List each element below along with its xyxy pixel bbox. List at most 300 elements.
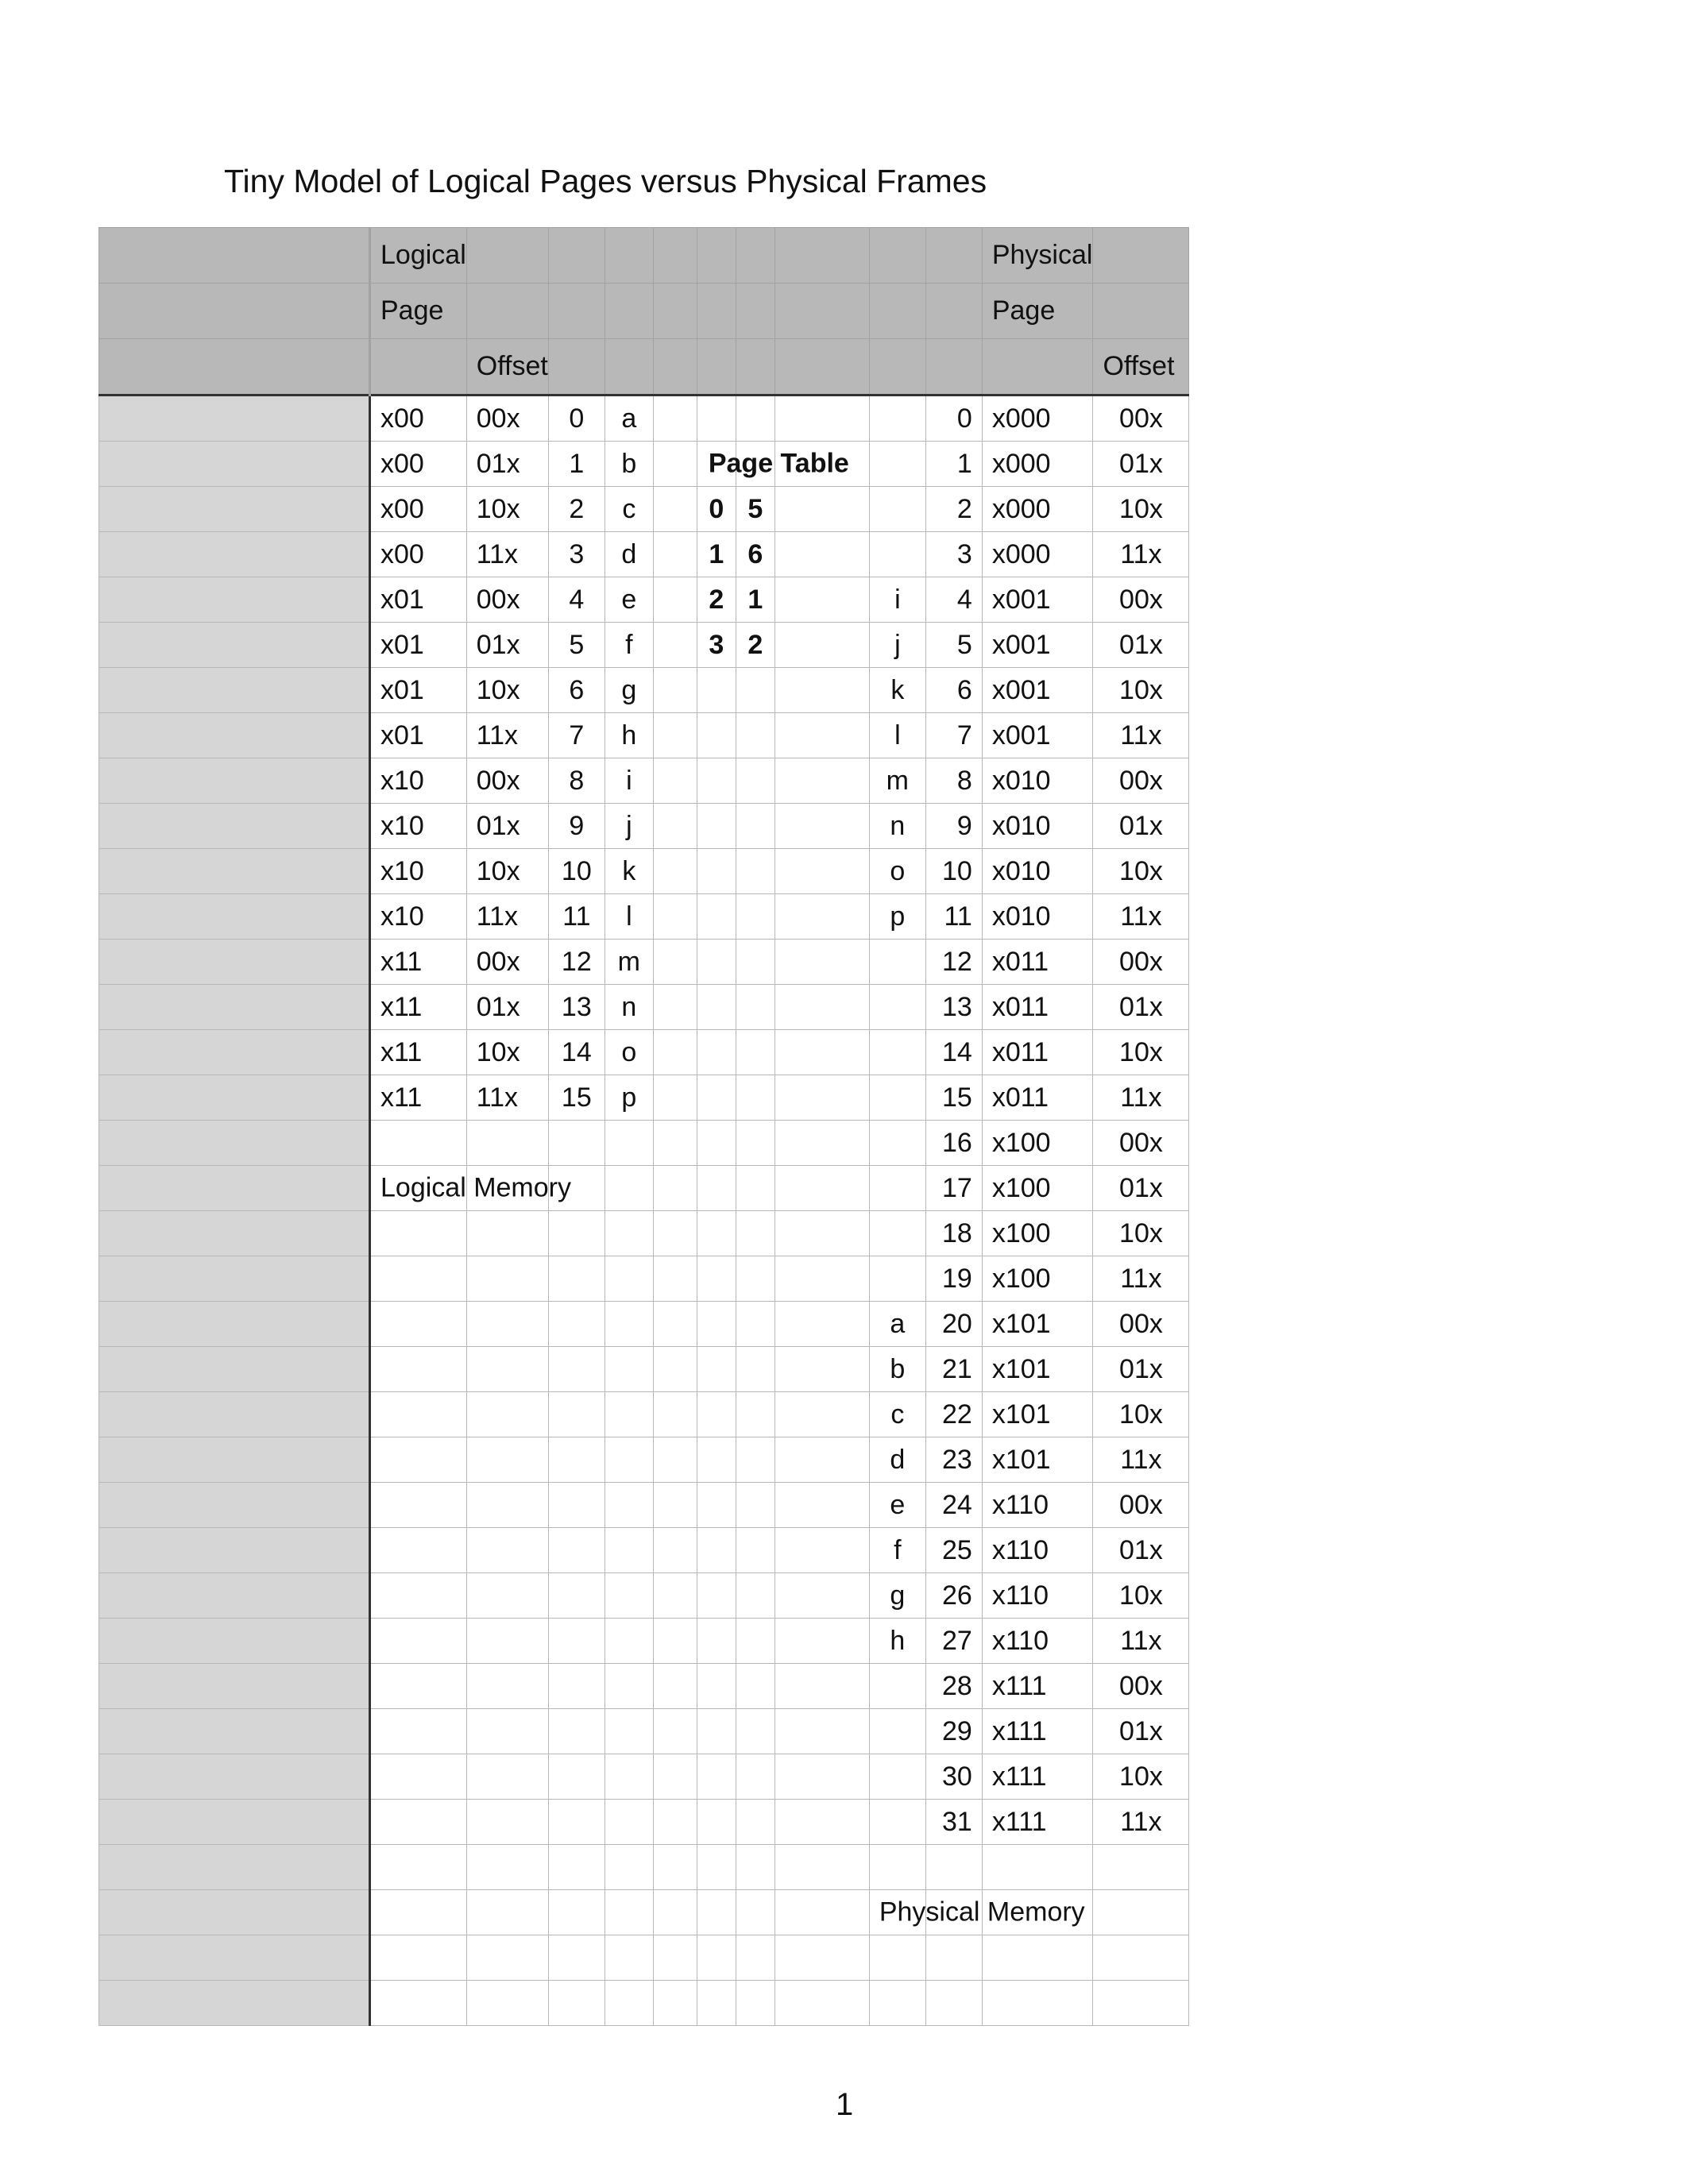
physical-offset-cell[interactable]: 11x xyxy=(1093,1800,1189,1845)
cell[interactable] xyxy=(370,1619,467,1664)
cell[interactable] xyxy=(736,228,774,284)
cell[interactable] xyxy=(99,339,370,396)
cell[interactable] xyxy=(697,1800,736,1845)
physical-offset-cell[interactable]: 01x xyxy=(1093,442,1189,487)
cell[interactable] xyxy=(466,1528,548,1573)
logical-address-cell[interactable]: 10 xyxy=(548,849,605,894)
cell[interactable] xyxy=(736,713,774,758)
physical-address-cell[interactable]: 31 xyxy=(925,1800,982,1845)
header-cell[interactable]: Page xyxy=(982,284,1093,339)
logical-page-cell[interactable]: x00 xyxy=(370,532,467,577)
cell[interactable] xyxy=(736,668,774,713)
cell[interactable] xyxy=(99,284,370,339)
physical-offset-cell[interactable]: 00x xyxy=(1093,940,1189,985)
physical-address-cell[interactable]: 13 xyxy=(925,985,982,1030)
physical-frame-cell[interactable]: x110 xyxy=(982,1619,1093,1664)
row-header[interactable] xyxy=(99,396,370,442)
physical-offset-cell[interactable]: 01x xyxy=(1093,1709,1189,1754)
cell[interactable] xyxy=(605,1483,653,1528)
cell[interactable] xyxy=(370,1121,467,1166)
row-header[interactable] xyxy=(99,1392,370,1437)
physical-frame-cell[interactable]: x110 xyxy=(982,1573,1093,1619)
cell[interactable] xyxy=(466,1800,548,1845)
cell[interactable] xyxy=(605,228,653,284)
physical-address-cell[interactable]: 21 xyxy=(925,1347,982,1392)
cell[interactable] xyxy=(697,1030,736,1075)
row-header[interactable] xyxy=(99,1347,370,1392)
physical-frame-cell[interactable]: x110 xyxy=(982,1483,1093,1528)
logical-data-cell[interactable]: a xyxy=(605,396,653,442)
cell[interactable] xyxy=(466,1121,548,1166)
page-table-frame[interactable]: 1 xyxy=(736,577,774,623)
physical-data-cell[interactable]: b xyxy=(869,1347,925,1392)
cell[interactable] xyxy=(653,1800,697,1845)
physical-frame-cell[interactable]: x111 xyxy=(982,1709,1093,1754)
cell[interactable] xyxy=(466,1302,548,1347)
cell[interactable] xyxy=(370,1437,467,1483)
cell[interactable] xyxy=(697,1302,736,1347)
physical-offset-cell[interactable]: 11x xyxy=(1093,1437,1189,1483)
cell[interactable] xyxy=(774,849,869,894)
cell[interactable] xyxy=(370,1256,467,1302)
row-header[interactable] xyxy=(99,1845,370,1890)
cell[interactable] xyxy=(466,1754,548,1800)
cell[interactable] xyxy=(697,1890,736,1935)
cell[interactable] xyxy=(736,1075,774,1121)
cell[interactable] xyxy=(653,894,697,940)
cell[interactable] xyxy=(548,1392,605,1437)
cell[interactable] xyxy=(605,1347,653,1392)
physical-offset-cell[interactable]: 10x xyxy=(1093,668,1189,713)
logical-address-cell[interactable]: 3 xyxy=(548,532,605,577)
row-header[interactable] xyxy=(99,487,370,532)
row-header[interactable] xyxy=(99,668,370,713)
cell[interactable] xyxy=(370,1528,467,1573)
cell[interactable] xyxy=(774,532,869,577)
physical-address-cell[interactable]: 24 xyxy=(925,1483,982,1528)
logical-data-cell[interactable]: n xyxy=(605,985,653,1030)
physical-address-cell[interactable]: 1 xyxy=(925,442,982,487)
physical-address-cell[interactable]: 23 xyxy=(925,1437,982,1483)
cell[interactable] xyxy=(869,284,925,339)
physical-frame-cell[interactable]: x001 xyxy=(982,713,1093,758)
physical-address-cell[interactable]: 6 xyxy=(925,668,982,713)
cell[interactable] xyxy=(697,804,736,849)
cell[interactable] xyxy=(697,1211,736,1256)
logical-offset-cell[interactable]: 11x xyxy=(466,1075,548,1121)
logical-offset-cell[interactable]: 00x xyxy=(466,758,548,804)
cell[interactable] xyxy=(697,1935,736,1981)
physical-offset-cell[interactable]: 01x xyxy=(1093,1166,1189,1211)
cell[interactable] xyxy=(605,1845,653,1890)
physical-offset-cell[interactable]: 00x xyxy=(1093,1483,1189,1528)
cell[interactable] xyxy=(736,1981,774,2026)
cell[interactable] xyxy=(370,1573,467,1619)
cell[interactable] xyxy=(697,284,736,339)
logical-data-cell[interactable]: d xyxy=(605,532,653,577)
cell[interactable] xyxy=(548,339,605,396)
cell[interactable] xyxy=(925,228,982,284)
cell[interactable] xyxy=(697,396,736,442)
logical-data-cell[interactable]: f xyxy=(605,623,653,668)
cell[interactable] xyxy=(605,284,653,339)
physical-offset-cell[interactable]: 01x xyxy=(1093,804,1189,849)
row-header[interactable] xyxy=(99,758,370,804)
cell[interactable] xyxy=(653,1890,697,1935)
cell[interactable] xyxy=(736,396,774,442)
logical-data-cell[interactable]: m xyxy=(605,940,653,985)
physical-data-cell[interactable]: d xyxy=(869,1437,925,1483)
cell[interactable] xyxy=(736,940,774,985)
cell[interactable] xyxy=(736,758,774,804)
physical-data-cell[interactable] xyxy=(869,532,925,577)
cell[interactable] xyxy=(774,1664,869,1709)
physical-data-cell[interactable]: e xyxy=(869,1483,925,1528)
physical-data-cell[interactable] xyxy=(869,1030,925,1075)
cell[interactable] xyxy=(653,1483,697,1528)
logical-address-cell[interactable]: 6 xyxy=(548,668,605,713)
logical-offset-cell[interactable]: 11x xyxy=(466,894,548,940)
cell[interactable] xyxy=(653,804,697,849)
cell[interactable] xyxy=(653,1845,697,1890)
cell[interactable] xyxy=(736,804,774,849)
logical-offset-cell[interactable]: 10x xyxy=(466,668,548,713)
cell[interactable] xyxy=(99,228,370,284)
cell[interactable] xyxy=(605,1890,653,1935)
row-header[interactable] xyxy=(99,1256,370,1302)
physical-address-cell[interactable]: 10 xyxy=(925,849,982,894)
physical-address-cell[interactable]: 20 xyxy=(925,1302,982,1347)
cell[interactable] xyxy=(774,623,869,668)
cell[interactable] xyxy=(466,1981,548,2026)
cell[interactable] xyxy=(370,1800,467,1845)
cell[interactable] xyxy=(548,1256,605,1302)
cell[interactable] xyxy=(653,1166,697,1211)
cell[interactable] xyxy=(736,1166,774,1211)
cell[interactable] xyxy=(697,1709,736,1754)
row-header[interactable] xyxy=(99,1890,370,1935)
cell[interactable] xyxy=(925,1935,982,1981)
logical-data-cell[interactable]: e xyxy=(605,577,653,623)
physical-offset-cell[interactable]: 10x xyxy=(1093,1030,1189,1075)
cell[interactable] xyxy=(697,1619,736,1664)
cell[interactable] xyxy=(548,1981,605,2026)
cell[interactable] xyxy=(466,1845,548,1890)
cell[interactable] xyxy=(653,940,697,985)
logical-page-cell[interactable]: x10 xyxy=(370,894,467,940)
cell[interactable] xyxy=(697,1573,736,1619)
cell[interactable] xyxy=(653,1256,697,1302)
cell[interactable] xyxy=(736,1256,774,1302)
row-header[interactable] xyxy=(99,623,370,668)
cell[interactable] xyxy=(697,713,736,758)
cell[interactable] xyxy=(605,339,653,396)
logical-data-cell[interactable]: j xyxy=(605,804,653,849)
cell[interactable] xyxy=(548,1619,605,1664)
cell[interactable] xyxy=(466,284,548,339)
cell[interactable] xyxy=(774,1211,869,1256)
physical-address-cell[interactable]: 5 xyxy=(925,623,982,668)
cell[interactable] xyxy=(697,1528,736,1573)
cell[interactable] xyxy=(605,1121,653,1166)
cell[interactable] xyxy=(653,532,697,577)
physical-data-cell[interactable] xyxy=(869,1800,925,1845)
physical-data-cell[interactable] xyxy=(869,1754,925,1800)
cell[interactable] xyxy=(653,1437,697,1483)
cell[interactable] xyxy=(736,1935,774,1981)
physical-address-cell[interactable]: 11 xyxy=(925,894,982,940)
cell[interactable] xyxy=(697,1392,736,1437)
logical-offset-cell[interactable]: 00x xyxy=(466,396,548,442)
physical-data-cell[interactable]: n xyxy=(869,804,925,849)
cell[interactable] xyxy=(653,284,697,339)
cell[interactable] xyxy=(548,1800,605,1845)
physical-frame-cell[interactable]: x101 xyxy=(982,1437,1093,1483)
logical-offset-cell[interactable]: 00x xyxy=(466,940,548,985)
row-header[interactable] xyxy=(99,1211,370,1256)
cell[interactable] xyxy=(548,1845,605,1890)
cell[interactable] xyxy=(697,849,736,894)
row-header[interactable] xyxy=(99,1619,370,1664)
cell[interactable] xyxy=(605,1981,653,2026)
cell[interactable] xyxy=(548,1754,605,1800)
physical-frame-cell[interactable]: x010 xyxy=(982,804,1093,849)
row-header[interactable] xyxy=(99,1437,370,1483)
logical-address-cell[interactable]: 5 xyxy=(548,623,605,668)
cell[interactable] xyxy=(653,758,697,804)
physical-offset-cell[interactable]: 00x xyxy=(1093,577,1189,623)
logical-address-cell[interactable]: 9 xyxy=(548,804,605,849)
physical-offset-cell[interactable]: 11x xyxy=(1093,1256,1189,1302)
cell[interactable] xyxy=(982,1935,1093,1981)
physical-frame-cell[interactable]: x101 xyxy=(982,1392,1093,1437)
cell[interactable] xyxy=(605,1619,653,1664)
cell[interactable] xyxy=(736,1528,774,1573)
cell[interactable] xyxy=(774,1392,869,1437)
physical-data-cell[interactable] xyxy=(869,442,925,487)
logical-address-cell[interactable]: 7 xyxy=(548,713,605,758)
cell[interactable] xyxy=(774,940,869,985)
physical-frame-cell[interactable]: x011 xyxy=(982,1075,1093,1121)
physical-address-cell[interactable]: 16 xyxy=(925,1121,982,1166)
row-header[interactable] xyxy=(99,1075,370,1121)
cell[interactable] xyxy=(653,1121,697,1166)
row-header[interactable] xyxy=(99,1030,370,1075)
cell[interactable] xyxy=(697,668,736,713)
cell[interactable] xyxy=(466,1211,548,1256)
physical-address-cell[interactable]: 14 xyxy=(925,1030,982,1075)
cell[interactable] xyxy=(1093,284,1189,339)
logical-page-cell[interactable]: x00 xyxy=(370,442,467,487)
physical-frame-cell[interactable]: x000 xyxy=(982,442,1093,487)
cell[interactable] xyxy=(466,1619,548,1664)
cell[interactable] xyxy=(548,1347,605,1392)
logical-data-cell[interactable]: l xyxy=(605,894,653,940)
cell[interactable] xyxy=(774,1256,869,1302)
cell[interactable] xyxy=(653,1075,697,1121)
cell[interactable] xyxy=(869,1935,925,1981)
logical-address-cell[interactable]: 2 xyxy=(548,487,605,532)
cell[interactable] xyxy=(697,1754,736,1800)
cell[interactable] xyxy=(653,985,697,1030)
logical-address-cell[interactable]: 13 xyxy=(548,985,605,1030)
header-cell[interactable]: Logical xyxy=(370,228,467,284)
physical-frame-cell[interactable]: x011 xyxy=(982,1030,1093,1075)
cell[interactable] xyxy=(370,1392,467,1437)
cell[interactable] xyxy=(653,442,697,487)
cell[interactable] xyxy=(605,1709,653,1754)
cell[interactable] xyxy=(736,1573,774,1619)
cell[interactable] xyxy=(736,849,774,894)
cell[interactable] xyxy=(653,1302,697,1347)
physical-offset-cell[interactable]: 00x xyxy=(1093,758,1189,804)
cell[interactable] xyxy=(736,1392,774,1437)
cell[interactable] xyxy=(774,396,869,442)
logical-offset-cell[interactable]: 10x xyxy=(466,487,548,532)
cell[interactable] xyxy=(370,1845,467,1890)
cell[interactable] xyxy=(869,228,925,284)
cell[interactable] xyxy=(736,894,774,940)
cell[interactable] xyxy=(774,1483,869,1528)
physical-offset-cell[interactable]: 00x xyxy=(1093,396,1189,442)
cell[interactable] xyxy=(697,894,736,940)
row-header[interactable] xyxy=(99,1166,370,1211)
cell[interactable] xyxy=(466,1709,548,1754)
cell[interactable] xyxy=(697,1121,736,1166)
page-table-frame[interactable]: 5 xyxy=(736,487,774,532)
physical-address-cell[interactable]: 19 xyxy=(925,1256,982,1302)
cell[interactable] xyxy=(774,894,869,940)
cell[interactable] xyxy=(774,1754,869,1800)
physical-address-cell[interactable]: 3 xyxy=(925,532,982,577)
cell[interactable] xyxy=(774,339,869,396)
physical-address-cell[interactable]: 8 xyxy=(925,758,982,804)
physical-data-cell[interactable]: m xyxy=(869,758,925,804)
cell[interactable] xyxy=(653,1528,697,1573)
row-header[interactable] xyxy=(99,1573,370,1619)
physical-data-cell[interactable] xyxy=(869,1166,925,1211)
cell[interactable] xyxy=(697,228,736,284)
cell[interactable] xyxy=(697,985,736,1030)
cell[interactable] xyxy=(1093,228,1189,284)
logical-data-cell[interactable]: i xyxy=(605,758,653,804)
physical-address-cell[interactable]: 2 xyxy=(925,487,982,532)
physical-data-cell[interactable]: c xyxy=(869,1392,925,1437)
cell[interactable] xyxy=(774,1981,869,2026)
logical-page-cell[interactable]: x10 xyxy=(370,758,467,804)
physical-offset-cell[interactable]: 10x xyxy=(1093,1211,1189,1256)
physical-data-cell[interactable] xyxy=(869,940,925,985)
logical-offset-cell[interactable]: 01x xyxy=(466,804,548,849)
cell[interactable] xyxy=(548,1437,605,1483)
physical-offset-cell[interactable]: 00x xyxy=(1093,1121,1189,1166)
row-header[interactable] xyxy=(99,1800,370,1845)
physical-offset-cell[interactable]: 10x xyxy=(1093,1573,1189,1619)
row-header[interactable] xyxy=(99,1981,370,2026)
cell[interactable] xyxy=(370,1981,467,2026)
cell[interactable] xyxy=(548,284,605,339)
cell[interactable] xyxy=(736,1121,774,1166)
cell[interactable] xyxy=(697,1437,736,1483)
row-header[interactable] xyxy=(99,532,370,577)
header-cell[interactable]: Offset xyxy=(1093,339,1189,396)
physical-offset-cell[interactable]: 10x xyxy=(1093,849,1189,894)
physical-offset-cell[interactable]: 01x xyxy=(1093,623,1189,668)
cell[interactable] xyxy=(605,1800,653,1845)
logical-page-cell[interactable]: x00 xyxy=(370,487,467,532)
physical-address-cell[interactable]: 25 xyxy=(925,1528,982,1573)
row-header[interactable] xyxy=(99,1754,370,1800)
cell[interactable] xyxy=(605,1437,653,1483)
cell[interactable] xyxy=(774,1437,869,1483)
cell[interactable] xyxy=(869,1845,925,1890)
cell[interactable] xyxy=(774,577,869,623)
cell[interactable] xyxy=(925,1981,982,2026)
cell[interactable] xyxy=(774,1075,869,1121)
physical-data-cell[interactable] xyxy=(869,1211,925,1256)
cell[interactable] xyxy=(774,228,869,284)
cell[interactable] xyxy=(697,758,736,804)
cell[interactable] xyxy=(466,1347,548,1392)
cell[interactable] xyxy=(548,1483,605,1528)
physical-offset-cell[interactable]: 10x xyxy=(1093,1392,1189,1437)
logical-page-cell[interactable]: x11 xyxy=(370,985,467,1030)
cell[interactable] xyxy=(548,1935,605,1981)
page-table-page[interactable]: 2 xyxy=(697,577,736,623)
physical-frame-cell[interactable]: x111 xyxy=(982,1800,1093,1845)
cell[interactable] xyxy=(1093,1890,1189,1935)
cell[interactable] xyxy=(982,339,1093,396)
physical-address-cell[interactable]: 15 xyxy=(925,1075,982,1121)
cell[interactable] xyxy=(548,1121,605,1166)
cell[interactable] xyxy=(774,1347,869,1392)
row-header[interactable] xyxy=(99,1935,370,1981)
cell[interactable] xyxy=(774,1166,869,1211)
logical-offset-cell[interactable]: 10x xyxy=(466,849,548,894)
cell[interactable] xyxy=(370,1211,467,1256)
cell[interactable] xyxy=(1093,1845,1189,1890)
cell[interactable] xyxy=(736,1211,774,1256)
physical-data-cell[interactable] xyxy=(869,1664,925,1709)
cell[interactable] xyxy=(736,1619,774,1664)
cell[interactable] xyxy=(466,1256,548,1302)
row-header[interactable] xyxy=(99,894,370,940)
row-header[interactable] xyxy=(99,577,370,623)
logical-address-cell[interactable]: 1 xyxy=(548,442,605,487)
cell[interactable] xyxy=(653,713,697,758)
physical-frame-cell[interactable]: x000 xyxy=(982,532,1093,577)
cell[interactable] xyxy=(605,1754,653,1800)
physical-address-cell[interactable]: 18 xyxy=(925,1211,982,1256)
row-header[interactable] xyxy=(99,1483,370,1528)
logical-page-cell[interactable]: x10 xyxy=(370,849,467,894)
physical-frame-cell[interactable]: x001 xyxy=(982,623,1093,668)
cell[interactable] xyxy=(605,1211,653,1256)
cell[interactable] xyxy=(774,1709,869,1754)
cell[interactable] xyxy=(370,1664,467,1709)
cell[interactable] xyxy=(370,1483,467,1528)
cell[interactable] xyxy=(736,1483,774,1528)
cell[interactable] xyxy=(653,1211,697,1256)
logical-data-cell[interactable]: h xyxy=(605,713,653,758)
physical-data-cell[interactable]: f xyxy=(869,1528,925,1573)
cell[interactable] xyxy=(697,1347,736,1392)
cell[interactable] xyxy=(605,1256,653,1302)
cell[interactable] xyxy=(605,1573,653,1619)
cell[interactable] xyxy=(697,1845,736,1890)
header-cell[interactable]: Physical xyxy=(982,228,1093,284)
cell[interactable] xyxy=(697,1483,736,1528)
